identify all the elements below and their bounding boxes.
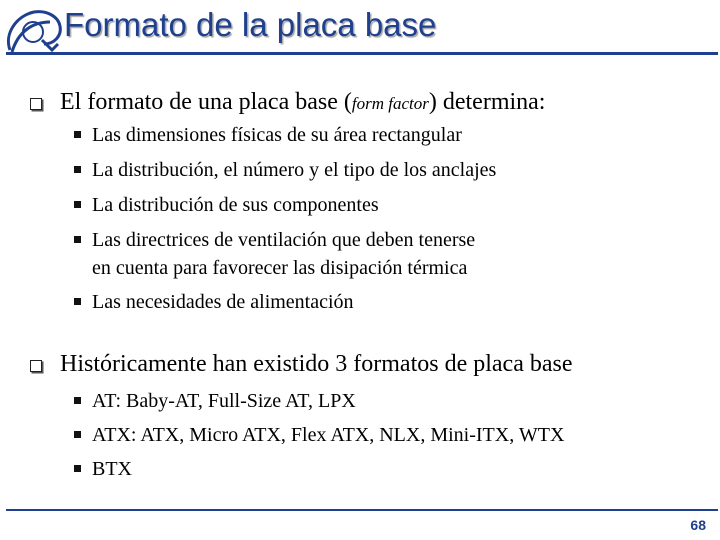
slide-title: Formato de la placa base [64, 6, 437, 43]
square-bullet-icon [74, 131, 81, 138]
square-bullet-icon [74, 236, 81, 243]
bullet-formato-text: El formato de una placa base (form factor) determina: [60, 89, 546, 115]
institution-logo [2, 4, 64, 56]
footer-divider [6, 509, 718, 511]
form-factor-term: form factor [351, 94, 429, 113]
hollow-square-bullet-icon [30, 98, 42, 110]
square-bullet-icon [74, 397, 81, 404]
square-bullet-icon [74, 201, 81, 208]
page-number: 68 [690, 517, 706, 533]
title-divider [6, 52, 718, 55]
square-bullet-icon [74, 166, 81, 173]
hollow-square-bullet-icon [30, 360, 42, 372]
square-bullet-icon [74, 431, 81, 438]
square-bullet-icon [74, 298, 81, 305]
square-bullet-icon [74, 465, 81, 472]
